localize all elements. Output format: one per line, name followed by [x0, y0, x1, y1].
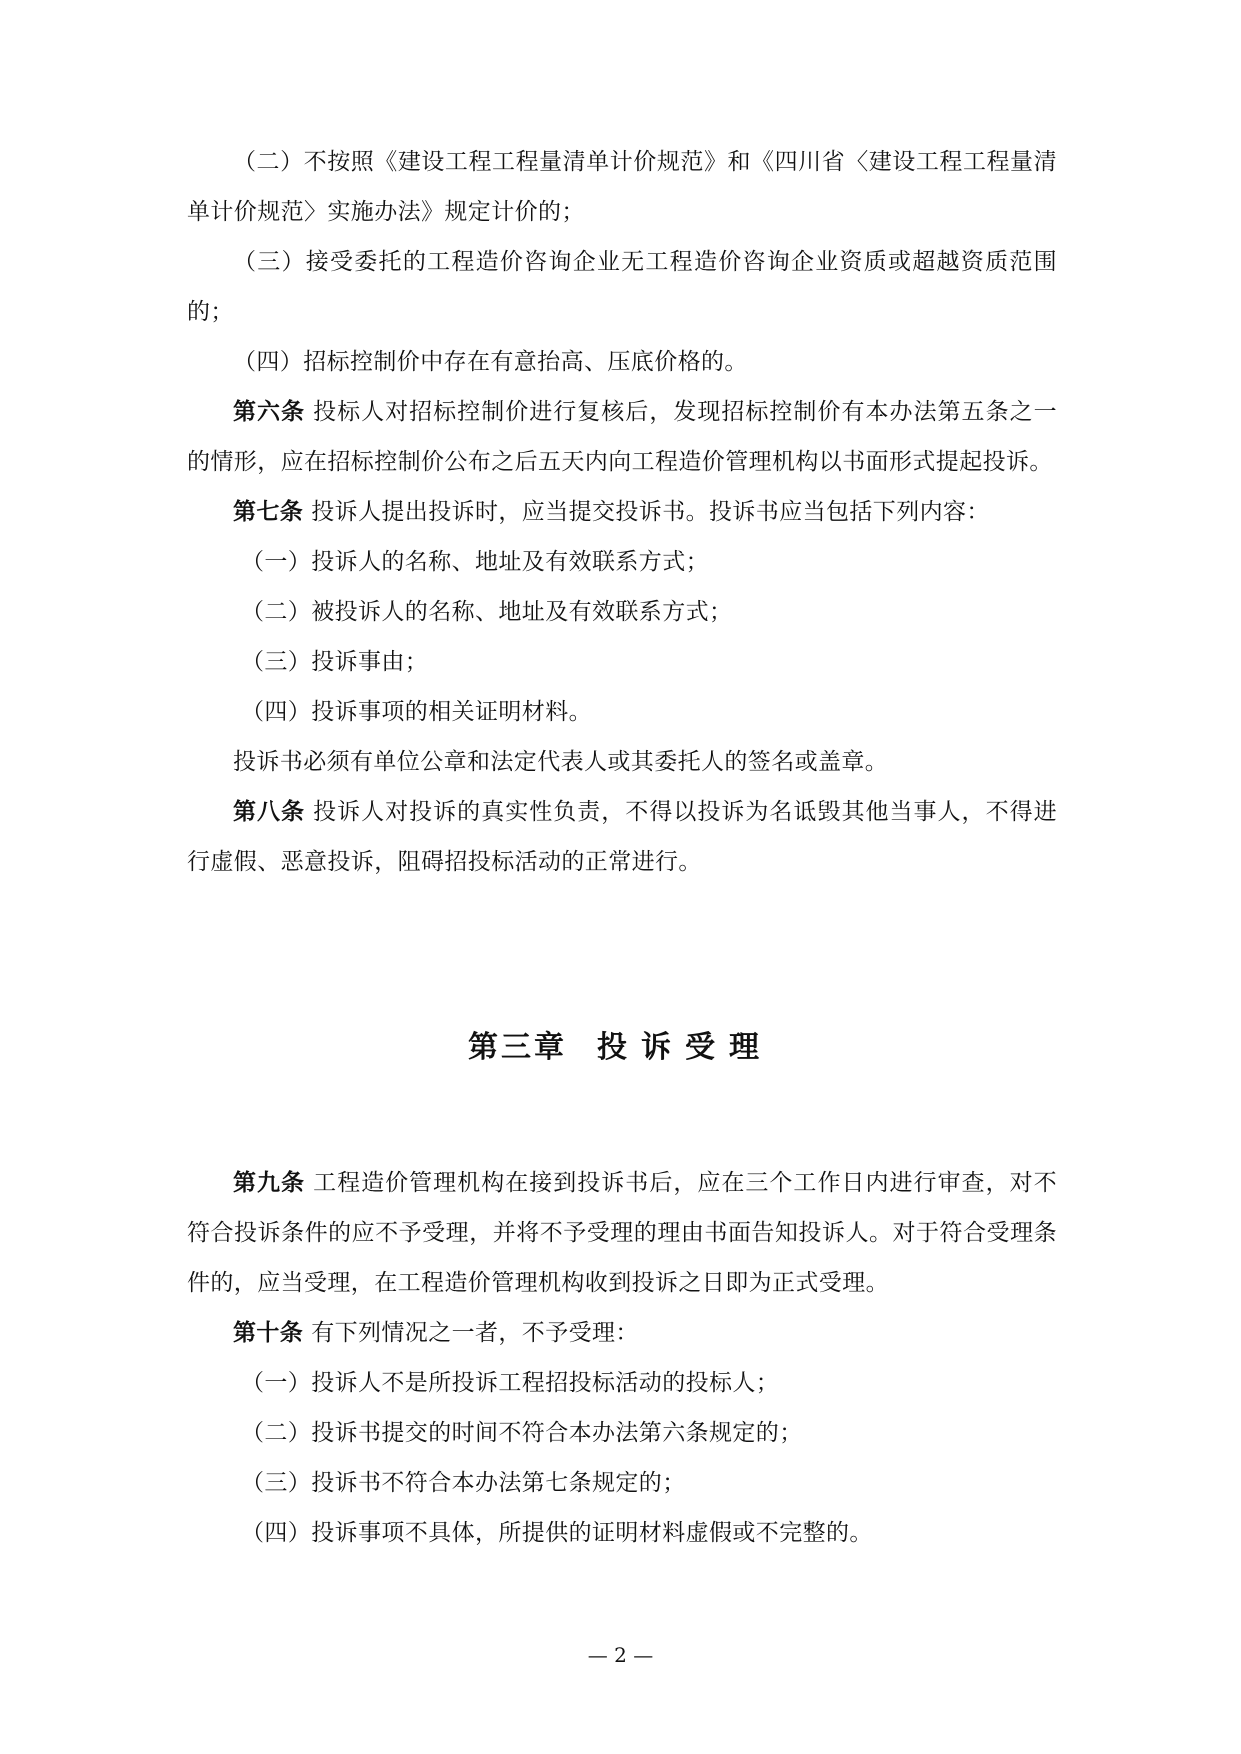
article-9-heading: 第九条: [233, 1169, 306, 1196]
article-10-item-3: （三）投诉书不符合本办法第七条规定的；: [241, 1470, 686, 1496]
article-6: [187, 387, 1057, 487]
chapter-title: 投诉受理: [597, 1030, 773, 1065]
article-10-text: 有下列情况之一者，不予受理：: [311, 1320, 639, 1346]
article-8-text: 投诉人对投诉的真实性负责，不得以投诉为名诋毁其他当事人，不得进行虚假、恶意投诉，阻碍招投标活动的正常进行。: [187, 799, 1057, 875]
section-before-chapter: [187, 137, 1057, 887]
page-number: — 2 —: [587, 1643, 654, 1667]
chapter-heading: [0, 1028, 1241, 1068]
paragraph-item-2: （二）不按照《建设工程工程量清单计价规范》和《四川省〈建设工程工程量清单计价规范〉实施办法》规定计价的；: [187, 149, 1057, 225]
article-7-item-4: （四）投诉事项的相关证明材料。: [241, 699, 592, 725]
article-6-heading: 第六条: [233, 398, 306, 425]
article-7-text: 投诉人提出投诉时，应当提交投诉书。投诉书应当包括下列内容：: [311, 499, 990, 525]
article-9: [187, 1158, 1057, 1308]
article-7-item-1: （一）投诉人的名称、地址及有效联系方式；: [241, 549, 709, 575]
article-10-item-2: （二）投诉书提交的时间不符合本办法第六条规定的；: [241, 1420, 803, 1446]
article-7-item-3: （三）投诉事由；: [241, 649, 429, 675]
article-8-heading: 第八条: [233, 798, 306, 825]
article-7-heading: 第七条: [233, 498, 304, 525]
article-7-note: 投诉书必须有单位公章和法定代表人或其委托人的签名或盖章。: [233, 749, 889, 775]
article-10-item-1: （一）投诉人不是所投诉工程招投标活动的投标人；: [241, 1370, 780, 1396]
article-10-item-4: （四）投诉事项不具体，所提供的证明材料虚假或不完整的。: [241, 1520, 873, 1546]
article-9-text: 工程造价管理机构在接到投诉书后，应在三个工作日内进行审查，对不符合投诉条件的应不予受理，并将不予受理的理由书面告知投诉人。对于符合受理条件的，应当受理，在工程造价管理机构收到投诉之日即为正式受理。: [187, 1170, 1057, 1296]
paragraph-item-4: （四）招标控制价中存在有意抬高、压底价格的。: [233, 349, 748, 375]
article-7: [187, 487, 1057, 537]
article-7-item-2: （二）被投诉人的名称、地址及有效联系方式；: [241, 599, 733, 625]
article-10: [187, 1308, 1057, 1358]
article-8: [187, 787, 1057, 887]
article-10-heading: 第十条: [233, 1319, 304, 1346]
paragraph-item-3: （三）接受委托的工程造价咨询企业无工程造价咨询企业资质或超越资质范围的；: [187, 249, 1057, 325]
section-after-chapter: [187, 1158, 1057, 1558]
chapter-number: 第三章: [468, 1030, 567, 1065]
article-6-text: 投标人对招标控制价进行复核后，发现招标控制价有本办法第五条之一的情形，应在招标控制价公布之后五天内向工程造价管理机构以书面形式提起投诉。: [187, 399, 1057, 475]
